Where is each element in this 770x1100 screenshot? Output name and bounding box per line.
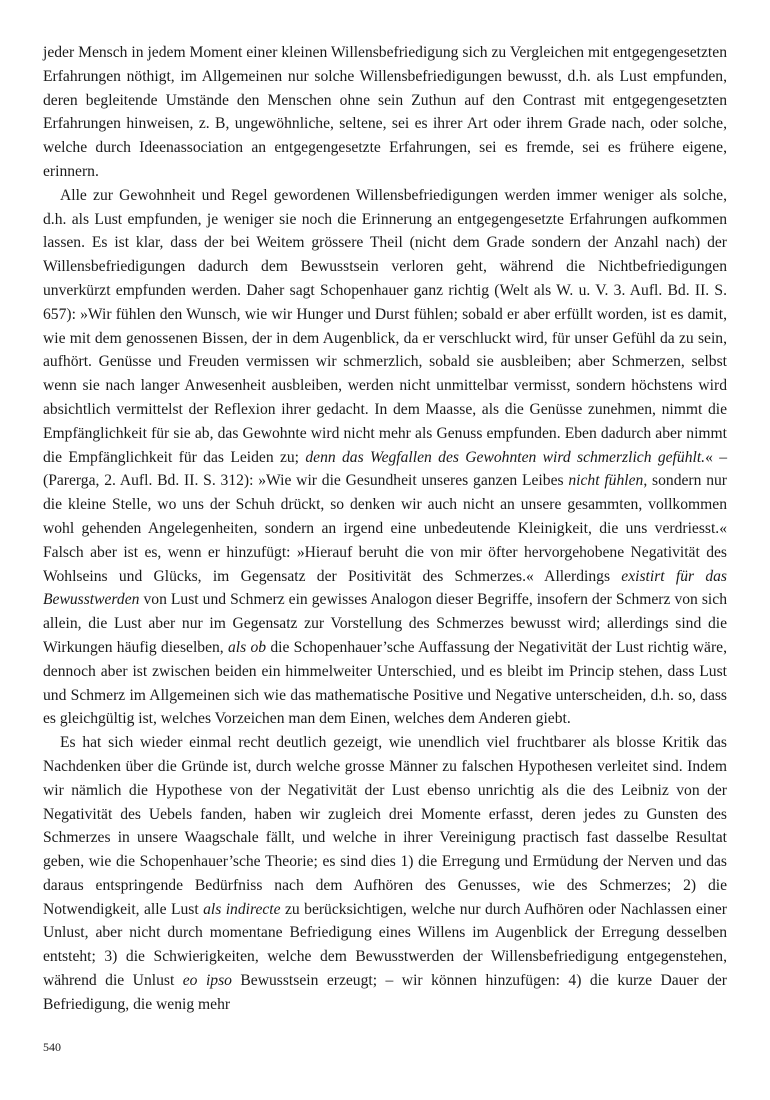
emphasis-text: eo ipso bbox=[182, 972, 232, 990]
body-text: jeder Mensch in jedem Moment einer kleinen Willensbefriedigung sich zu Vergleichen mit entgegengesetzten Erfahrungen nöthigt, im Allgemeinen nur solche Willensbefriedigungen bewusst, d.h. als Lust empfunden, deren begleitende Umstände den Menschen ohne sein Zuthun auf den Contrast mit entgegengesetzten Erfahrungen hinweisen, z. B, ungewöhnliche, seltene, sei es ihrer Art oder ihrem Grade nach, oder solche, welche durch Ideenassociation an entgegengesetzte Erfahrungen, sei es fremde, sei es frühere eigene, erinnern. bbox=[43, 44, 727, 180]
paragraph-2 bbox=[43, 184, 727, 731]
body-text: « – (Parerga, 2. Aufl. Bd. II. S. 312): »Wie wir die Gesundheit unseres ganzen Leibes bbox=[43, 448, 727, 490]
paragraph-1 bbox=[43, 41, 727, 184]
body-text: Alle zur Gewohnheit und Regel gewordenen Willensbefriedigungen werden immer weniger als solche, d.h. als Lust empfunden, je weniger sie noch die Erinnerung an entgegengesetzte Erfahrungen aufkommen lassen. Es ist klar, dass der bei Weitem grössere Theil (nicht dem Grade sondern der Anzahl nach) der Willensbefriedigungen dadurch dem Bewusstsein verloren geht, während die Nichtbefriedigungen unverkürzt empfunden werden. Daher sagt Schopenhauer ganz richtig (Welt als W. u. V. 3. Aufl. Bd. II. S. 657): »Wir fühlen den Wunsch, wie wir Hunger und Durst fühlen; sobald er aber erfüllt worden, ist es damit, wie mit dem genossenen Bissen, der in dem Augenblick, da er verschluckt wird, für unser Gefühl da zu sein, aufhört. Genüsse und Freuden vermissen wir schmerzlich, sobald sie ausbleiben; aber Schmerzen, selbst wenn sie nach langer Anwesenheit ausbleiben, werden nicht unmittelbar vermisst, sondern höchstens wird absichtlich vermittelst der Reflexion ihrer gedacht. In dem Maasse, als die Genüsse zunehmen, nimmt die Empfänglichkeit für sie ab, das Gewohnte wird nicht mehr als Genuss empfunden. Eben dadurch aber nimmt die Empfänglichkeit für das Leiden zu; bbox=[43, 186, 727, 466]
body-text: von Lust und Schmerz ein gewisses Analogon dieser Begriffe, insofern der Schmerz von sich allein, die Lust aber nur im Gegensatz zur Vorstellung des Schmerzes bewusst wird; allerdings sind die Wirkungen häufig dieselben, bbox=[43, 591, 727, 656]
body-text: Es hat sich wieder einmal recht deutlich gezeigt, wie unendlich viel fruchtbarer als blosse Kritik das Nachdenken über die Gründe ist, durch welche grosse Männer zu falschen Hypothesen verleitet sind. Indem wir nämlich die Hypothese von der Negativität der Lust ebenso unrichtig als die des Leibniz von der Negativität des Uebels fanden, haben wir zugleich drei Momente erfasst, deren jedes zu Gunsten des Schmerzes in unsere Waagschale fällt, und welche in ihrer Vereinigung practisch fast dasselbe Resultat geben, wie die Schopenhauer’sche Theorie; es sind dies 1) die Erregung und Ermüdung der Nerven und das daraus entspringende Bedürfniss nach dem Aufhören des Genusses, wie des Schmerzes; 2) die Notwendigkeit, alle Lust bbox=[43, 734, 727, 918]
body-text: zu berücksichtigen, welche nur durch Aufhören oder Nachlassen einer Unlust, aber nicht durch momentane Befriedigung eines Willens im Augenblick der Erregung desselben entsteht; 3) die Schwierigkeiten, welche dem Bewusstwerden der Willensbefriedigung entgegenstehen, während die Unlust bbox=[43, 900, 727, 990]
emphasis-text: als ob bbox=[227, 638, 267, 656]
emphasis-text: nicht fühlen bbox=[568, 472, 644, 490]
emphasis-text: als indirecte bbox=[203, 900, 281, 918]
body-text: Bewusstsein erzeugt; – wir können hinzufügen: 4) die kurze Dauer der Befriedigung, die wenig mehr bbox=[43, 972, 727, 1013]
body-text: die Schopenhauer’sche Auffassung der Negativität der Lust richtig wäre, dennoch aber ist zwischen beiden ein himmelweiter Unterschied, und es bleibt im Princip stehen, dass Lust und Schmerz im Allgemeinen sich wie das mathematische Positive und Negative unterscheiden, d.h. so, dass es gleichgültig ist, welches Vorzeichen man dem Einen, welches dem Anderen giebt. bbox=[43, 638, 727, 728]
paragraph-3 bbox=[43, 731, 727, 1017]
page-number: 540 bbox=[43, 1040, 61, 1054]
emphasis-text: denn das Wegfallen des Gewohnten wird schmerzlich gefühlt. bbox=[305, 448, 706, 466]
page-body bbox=[43, 41, 727, 1017]
emphasis-text: existirt für das Bewusstwerden bbox=[43, 567, 727, 609]
body-text: , sondern nur die kleine Stelle, wo uns der Schuh drückt, so denken wir auch nicht an unsere gesammten, vollkommen wohl gehenden Angelegenheiten, sondern an irgend eine unbedeutende Kleinigkeit, die uns verdriesst.« Falsch aber ist es, wenn er hinzufügt: »Hierauf beruht die von mir öfter hervorgehobene Negativität des Wohlseins und Glücks, im Gegensatz der Positivität des Schmerzes.« Allerdings bbox=[43, 472, 727, 585]
